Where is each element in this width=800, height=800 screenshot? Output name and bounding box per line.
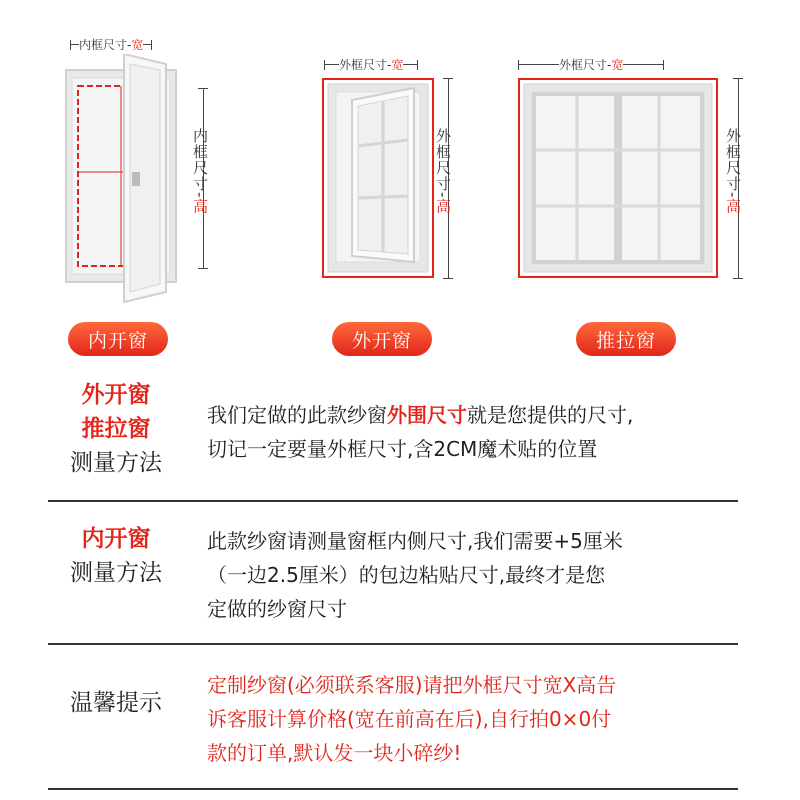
divider-3	[48, 788, 738, 790]
sliding-window-badge: 推拉窗	[576, 322, 676, 356]
outward-window-badge: 外开窗	[332, 322, 432, 356]
sliding-height-label: 外框尺寸-高	[724, 128, 742, 215]
outward-window-drawing	[322, 78, 434, 278]
inward-window-drawing	[62, 54, 187, 304]
inward-window-badge: 内开窗	[68, 322, 168, 356]
divider-2	[48, 643, 738, 645]
inward-height-label: 内框尺寸-高	[191, 128, 209, 215]
inner-measure-text: 此款纱窗请测量窗框内侧尺寸,我们需要+5厘米 （一边2.5厘米）的包边粘贴尺寸,最终才是您 定做的纱窗尺寸	[207, 529, 623, 621]
tip-label: 温馨提示	[70, 690, 162, 716]
sliding-width-dimension	[518, 56, 664, 73]
outer-measure-label: 外开窗 推拉窗 测量方法	[70, 382, 162, 476]
divider-1	[48, 500, 738, 502]
outward-height-label: 外框尺寸-高	[434, 128, 452, 215]
sliding-width-label: 外框尺寸-宽	[559, 58, 624, 72]
inward-width-label: 内框尺寸-宽	[79, 38, 144, 52]
sliding-window-drawing	[518, 78, 718, 278]
tip-text: 定制纱窗(必须联系客服)请把外框尺寸宽X高告 诉客服计算价格(宽在前高在后),自行拍0×0付 款的订单,默认发一块小碎纱!	[207, 673, 617, 765]
outward-width-label: 外框尺寸-宽	[339, 58, 404, 72]
outward-width-dimension	[324, 56, 418, 73]
inward-width-dimension	[70, 36, 152, 53]
window-illustrations	[0, 0, 800, 360]
outer-measure-text: 我们定做的此款纱窗外围尺寸就是您提供的尺寸, 切记一定要量外框尺寸,含2CM魔术贴的位置	[207, 403, 634, 461]
outer-size-highlight: 外围尺寸	[387, 403, 467, 427]
inner-measure-label: 内开窗 测量方法	[70, 526, 162, 586]
